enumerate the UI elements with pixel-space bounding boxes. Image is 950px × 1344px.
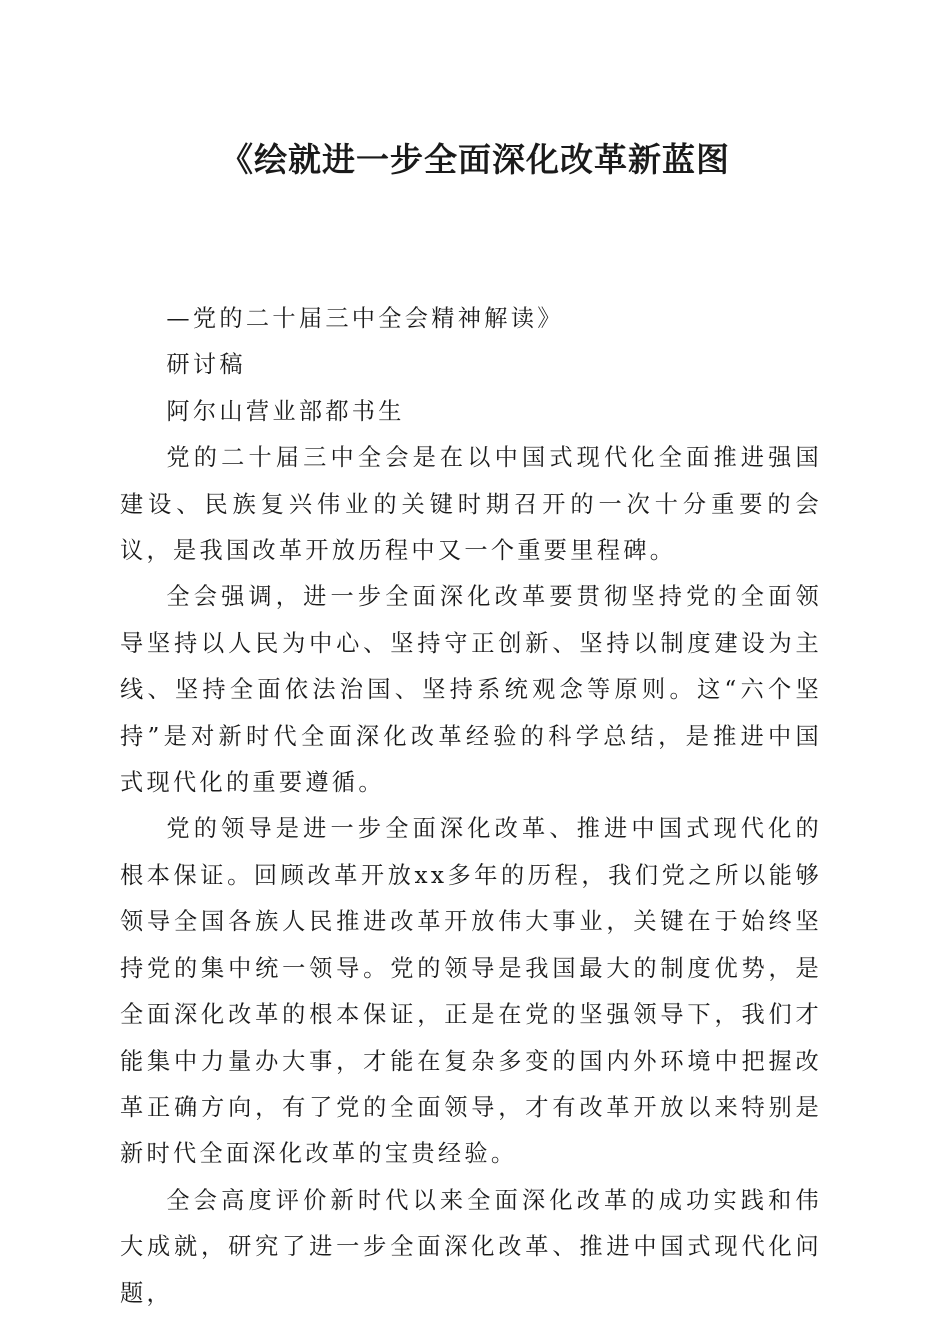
document-type: 研讨稿 xyxy=(166,351,246,379)
paragraph: 党的领导是进一步全面深化改革、推进中国式现代化的根本保证。回顾改革开放xx多年的历程，我们党之所以能够领导全国各族人民推进改革开放伟大事业，关键在于始终坚持党的集中统一领导。党的领导是我国最大的制度优势，是全面深化改革的根本保证，正是在党的坚强领导下，我们才能集中力量办大事，才能在复杂多变的国内外环境中把握改革正确方向，有了党的全面领导，才有改革开放以来特别是新时代全面深化改革的宝贵经验。 xyxy=(120,815,822,1168)
paragraph: 全会强调，进一步全面深化改革要贯彻坚持党的全面领导坚持以人民为中心、坚持守正创新、坚持以制度建设为主线、坚持全面依法治国、坚持系统观念等原则。这“六个坚持”是对新时代全面深化改革经验的科学总结，是推进中国式现代化的重要遵循。 xyxy=(120,583,822,797)
document-title: 《绘就进一步全面深化改革新蓝图 xyxy=(220,140,730,179)
document-body xyxy=(120,296,822,1317)
paragraph: 党的二十届三中全会是在以中国式现代化全面推进强国建设、民族复兴伟业的关键时期召开的一次十分重要的会议，是我国改革开放历程中又一个重要里程碑。 xyxy=(120,444,822,565)
document-author: 阿尔山营业部都书生 xyxy=(166,397,405,425)
document-subtitle: —党的二十届三中全会精神解读》 xyxy=(166,305,564,332)
paragraph: 全会高度评价新时代以来全面深化改革的成功实践和伟大成就，研究了进一步全面深化改革、推进中国式现代化问题， xyxy=(120,1186,822,1307)
